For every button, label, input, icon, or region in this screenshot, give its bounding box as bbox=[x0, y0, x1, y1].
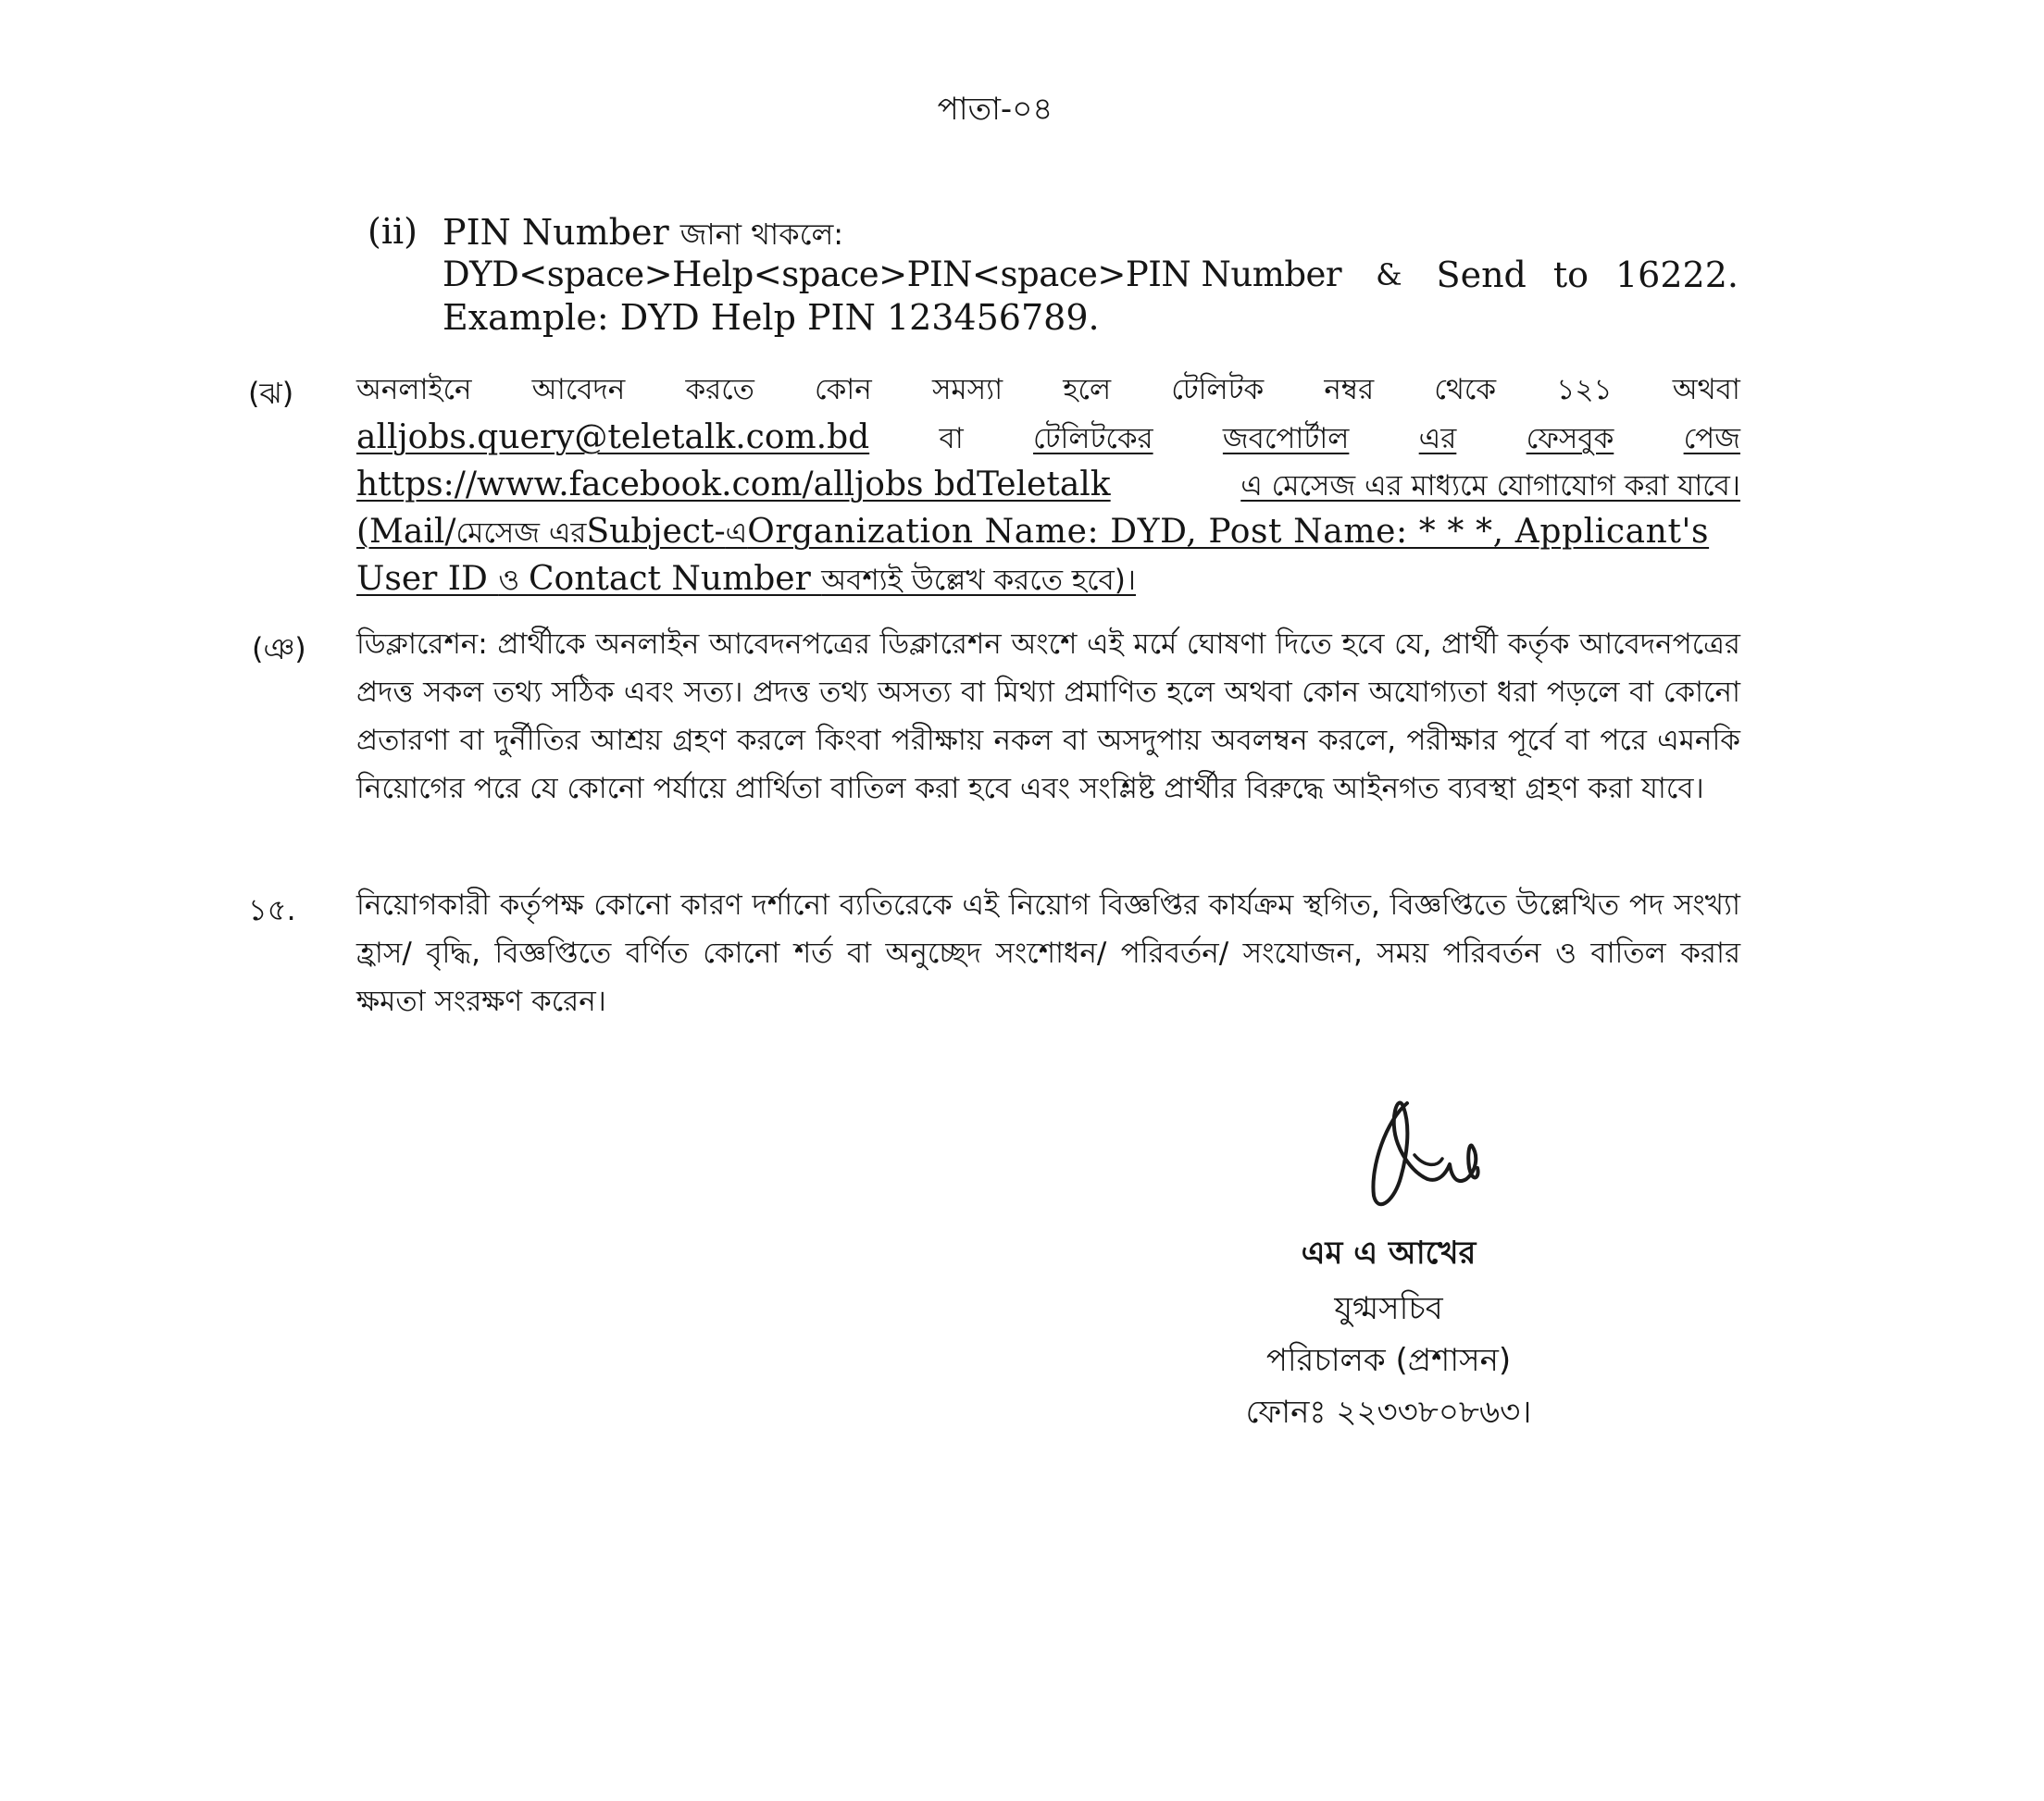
text-span: Organization Name: DYD, Post Name: * * *, Applicant's bbox=[747, 513, 1710, 551]
text-span: Contact Number bbox=[528, 560, 822, 598]
pin-heading-bn: জানা থাকলে: bbox=[679, 217, 844, 252]
signatory-designation: যুগ্মসচিব bbox=[1334, 1290, 1443, 1327]
word: টেলিটকের bbox=[1033, 422, 1153, 455]
word: ফেসবুক bbox=[1526, 422, 1614, 455]
word: সমস্যা bbox=[931, 373, 1003, 406]
page-number: পাতা-০৪ bbox=[937, 91, 1053, 128]
word: থেকে bbox=[1434, 373, 1497, 406]
pin-heading-en: PIN Number bbox=[442, 212, 669, 253]
text-span: এ bbox=[725, 516, 748, 550]
pin-command-amp: & bbox=[1376, 257, 1402, 292]
item-15-marker: ১৫. bbox=[248, 892, 296, 927]
pin-command-to: to bbox=[1552, 255, 1589, 295]
word: করতে bbox=[685, 373, 754, 406]
pin-section-marker: (ii) bbox=[368, 211, 418, 252]
item-jha-marker: (ঝ) bbox=[248, 376, 294, 411]
item-jha-line-5 bbox=[356, 555, 1136, 602]
item-jha-paragraph bbox=[356, 366, 1740, 604]
word: টেলিটক bbox=[1171, 373, 1265, 406]
text-span: User ID bbox=[356, 560, 499, 598]
signatory-phone: ফোনঃ ২২৩৩৮০৮৬৩। bbox=[1245, 1394, 1532, 1431]
text-span: (Mail/ bbox=[356, 513, 456, 551]
signatory-office: পরিচালক (প্রশাসন) bbox=[1265, 1342, 1512, 1379]
text-span: Subject- bbox=[586, 513, 726, 551]
word: কোন bbox=[815, 373, 872, 406]
pin-heading bbox=[442, 211, 1739, 254]
word: অনলাইনে bbox=[356, 373, 472, 406]
pin-example: Example: DYD Help PIN 123456789. bbox=[442, 297, 1100, 338]
word: অথবা bbox=[1672, 373, 1740, 406]
word: নম্বর bbox=[1324, 373, 1375, 406]
support-email-link[interactable]: alljobs.query@teletalk.com.bd bbox=[356, 418, 870, 456]
word: এর bbox=[1418, 422, 1457, 455]
word: হলে bbox=[1063, 373, 1112, 406]
facebook-page-link[interactable]: https://www.facebook.com/alljobs bdTeletalk bbox=[356, 466, 1111, 503]
pin-command bbox=[442, 254, 1739, 296]
item-jha-line-2 bbox=[356, 414, 1740, 461]
text-span: মেসেজ এর bbox=[455, 516, 587, 550]
signatory-name: এম এ আখের bbox=[1301, 1235, 1477, 1272]
item-jha-line-1 bbox=[356, 366, 1740, 414]
text-span: অবশ্যই উল্লেখ করতে হবে)। bbox=[821, 564, 1136, 597]
word: জবপোর্টাল bbox=[1222, 422, 1350, 455]
pin-section bbox=[442, 211, 1739, 339]
text-span: ও bbox=[498, 564, 529, 597]
item-jha-line-4 bbox=[356, 508, 1740, 555]
word: আবেদন bbox=[531, 373, 626, 406]
pin-command-text: DYD<space>Help<space>PIN<space>PIN Number bbox=[442, 255, 1342, 294]
handwritten-signature bbox=[1350, 1055, 1516, 1222]
item-nya-marker: (ঞ) bbox=[252, 631, 306, 666]
word: বা bbox=[939, 422, 964, 455]
word: পেজ bbox=[1683, 422, 1740, 455]
pin-command-send: Send bbox=[1436, 255, 1527, 295]
word: ১২১ bbox=[1556, 373, 1613, 406]
contact-text: এ মেসেজ এর মাধ্যমে যোগাযোগ করা যাবে। bbox=[1240, 469, 1740, 503]
item-jha-line-3 bbox=[356, 461, 1740, 508]
item-15-paragraph: নিয়োগকারী কর্তৃপক্ষ কোনো কারণ দর্শানো ব্যতিরেকে এই নিয়োগ বিজ্ঞপ্তির কার্যক্রম স্থগিত, বিজ্ঞপ্তিতে উল্লেখিত পদ সংখ্যা হ্রাস/ বৃদ্ধি, বিজ্ঞপ্তিতে বর্ণিত কোনো শর্ত বা অনুচ্ছেদ সংশোধন/ পরিবর্তন/ সংযোজন, সময় পরিবর্তন ও বাতিল করার ক্ষমতা সংরক্ষণ করেন। bbox=[356, 888, 1740, 1018]
pin-command-number: 16222. bbox=[1615, 255, 1739, 295]
item-nya-paragraph: ডিক্লারেশন: প্রার্থীকে অনলাইন আবেদনপত্রের ডিক্লারেশন অংশে এই মর্মে ঘোষণা দিতে হবে যে, প্রার্থী কর্তৃক আবেদনপত্রের প্রদত্ত সকল তথ্য সঠিক এবং সত্য। প্রদত্ত তথ্য অসত্য বা মিথ্যা প্রমাণিত হলে অথবা কোন অযোগ্যতা ধরা পড়লে বা কোনো প্রতারণা বা দুর্নীতির আশ্রয় গ্রহণ করলে কিংবা পরীক্ষায় নকল বা অসদুপায় অবলম্বন করলে, পরীক্ষার পূর্বে বা পরে এমনকি নিয়োগের পরে যে কোনো পর্যায়ে প্রার্থিতা বাতিল করা হবে এবং সংশ্লিষ্ট প্রার্থীর বিরুদ্ধে আইনগত ব্যবস্থা গ্রহণ করা যাবে। bbox=[356, 627, 1740, 805]
